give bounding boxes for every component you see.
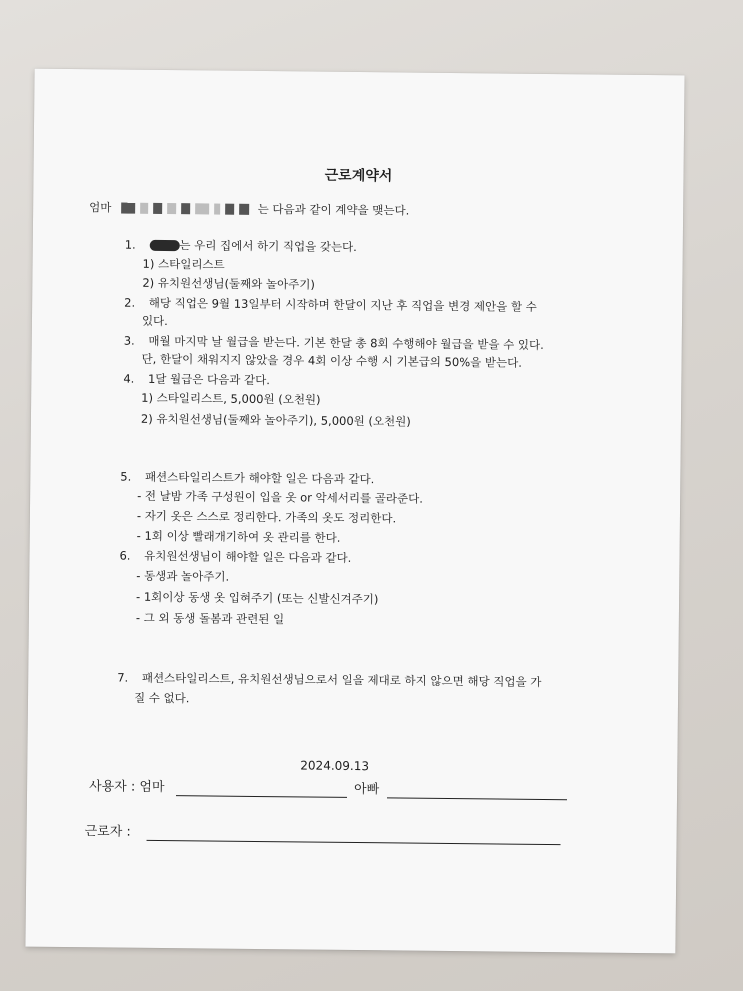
item-5-sub-1: - 전 날밤 가족 구성원이 입을 옷 or 악세서리를 골라준다. — [137, 488, 423, 506]
item-3-number: 3. — [123, 333, 135, 348]
item-7-line-1: 패션스타일리스트, 유치원선생님으로서 일을 제대로 하지 않으면 해당 직업을 가 — [141, 670, 542, 689]
item-1-sub-1: 1) 스타일리스트 — [142, 256, 225, 272]
item-6-text: 유치원선생님이 해야할 일은 다음과 같다. — [144, 548, 352, 565]
item-6-sub-3: - 그 외 동생 돌봄과 관련된 일 — [135, 610, 285, 627]
dad-label: 아빠 — [354, 782, 380, 798]
item-3-line-1: 매월 마지막 날 월급을 받는다. 기본 한달 총 8회 수행해야 월급을 받을 수 있다. — [148, 333, 544, 352]
item-7-line-2: 질 수 없다. — [133, 690, 190, 706]
item-3 — [124, 334, 544, 353]
item-1-sub-2: 2) 유치원선생님(둘째와 놀아주기) — [142, 275, 315, 292]
intro-prefix: 엄마 — [89, 200, 112, 215]
mom-signature-line[interactable] — [176, 795, 347, 798]
item-6 — [119, 549, 351, 566]
item-4-sub-2: 2) 유치원선생님(둘째와 놀아주기), 5,000원 (오천원) — [140, 411, 411, 429]
item-5-sub-2: - 자기 옷은 스스로 정리한다. 가족의 옷도 정리한다. — [136, 508, 397, 526]
item-5 — [120, 470, 374, 488]
worker-label: 근로자 : — [84, 824, 131, 840]
item-7-number: 7. — [117, 670, 129, 685]
item-6-sub-1: - 동생과 놀아주기. — [136, 568, 230, 584]
item-4-sub-1: 1) 스타일리스트, 5,000원 (오천원) — [141, 390, 321, 407]
item-4-text: 1달 월급은 다음과 같다. — [147, 371, 271, 388]
contract-paper — [25, 69, 684, 954]
redacted-child-name — [149, 240, 179, 251]
item-2-line-1: 해당 직업은 9월 13일부터 시작하며 한달이 지난 후 직업을 변경 제안을 할 수 — [148, 295, 537, 314]
worker-signature-line[interactable] — [147, 840, 561, 845]
item-7 — [117, 671, 541, 690]
employer-label: 사용자 : 엄마 — [89, 779, 165, 796]
contract-date: 2024.09.13 — [300, 758, 370, 774]
item-5-sub-3: - 1회 이상 빨래개기하여 옷 관리를 한다. — [136, 528, 341, 545]
item-5-text: 패션스타일리스트가 해야할 일은 다음과 같다. — [144, 469, 375, 487]
intro-suffix: 는 다음과 같이 계약을 맺는다. — [257, 201, 410, 218]
item-4 — [123, 372, 270, 389]
item-2-line-2: 있다. — [141, 313, 168, 329]
item-5-number: 5. — [120, 469, 132, 484]
document-title: 근로계약서 — [324, 167, 393, 185]
dad-signature-line[interactable] — [387, 797, 567, 800]
redacted-names — [121, 201, 258, 216]
item-1-text: 는 우리 집에서 하기 직업을 갖는다. — [179, 238, 357, 255]
item-2 — [124, 296, 537, 315]
item-1 — [125, 238, 357, 255]
item-6-number: 6. — [119, 548, 131, 563]
intro-line — [89, 200, 409, 218]
item-4-number: 4. — [123, 371, 135, 386]
item-1-number: 1. — [124, 237, 136, 252]
item-6-sub-2: - 1회이상 동생 옷 입혀주기 (또는 신발신겨주기) — [136, 589, 379, 607]
item-3-line-2: 단, 한달이 채워지지 않았을 경우 4회 이상 수행 시 기본급의 50%을 받는다. — [141, 351, 522, 370]
item-2-number: 2. — [124, 295, 136, 310]
